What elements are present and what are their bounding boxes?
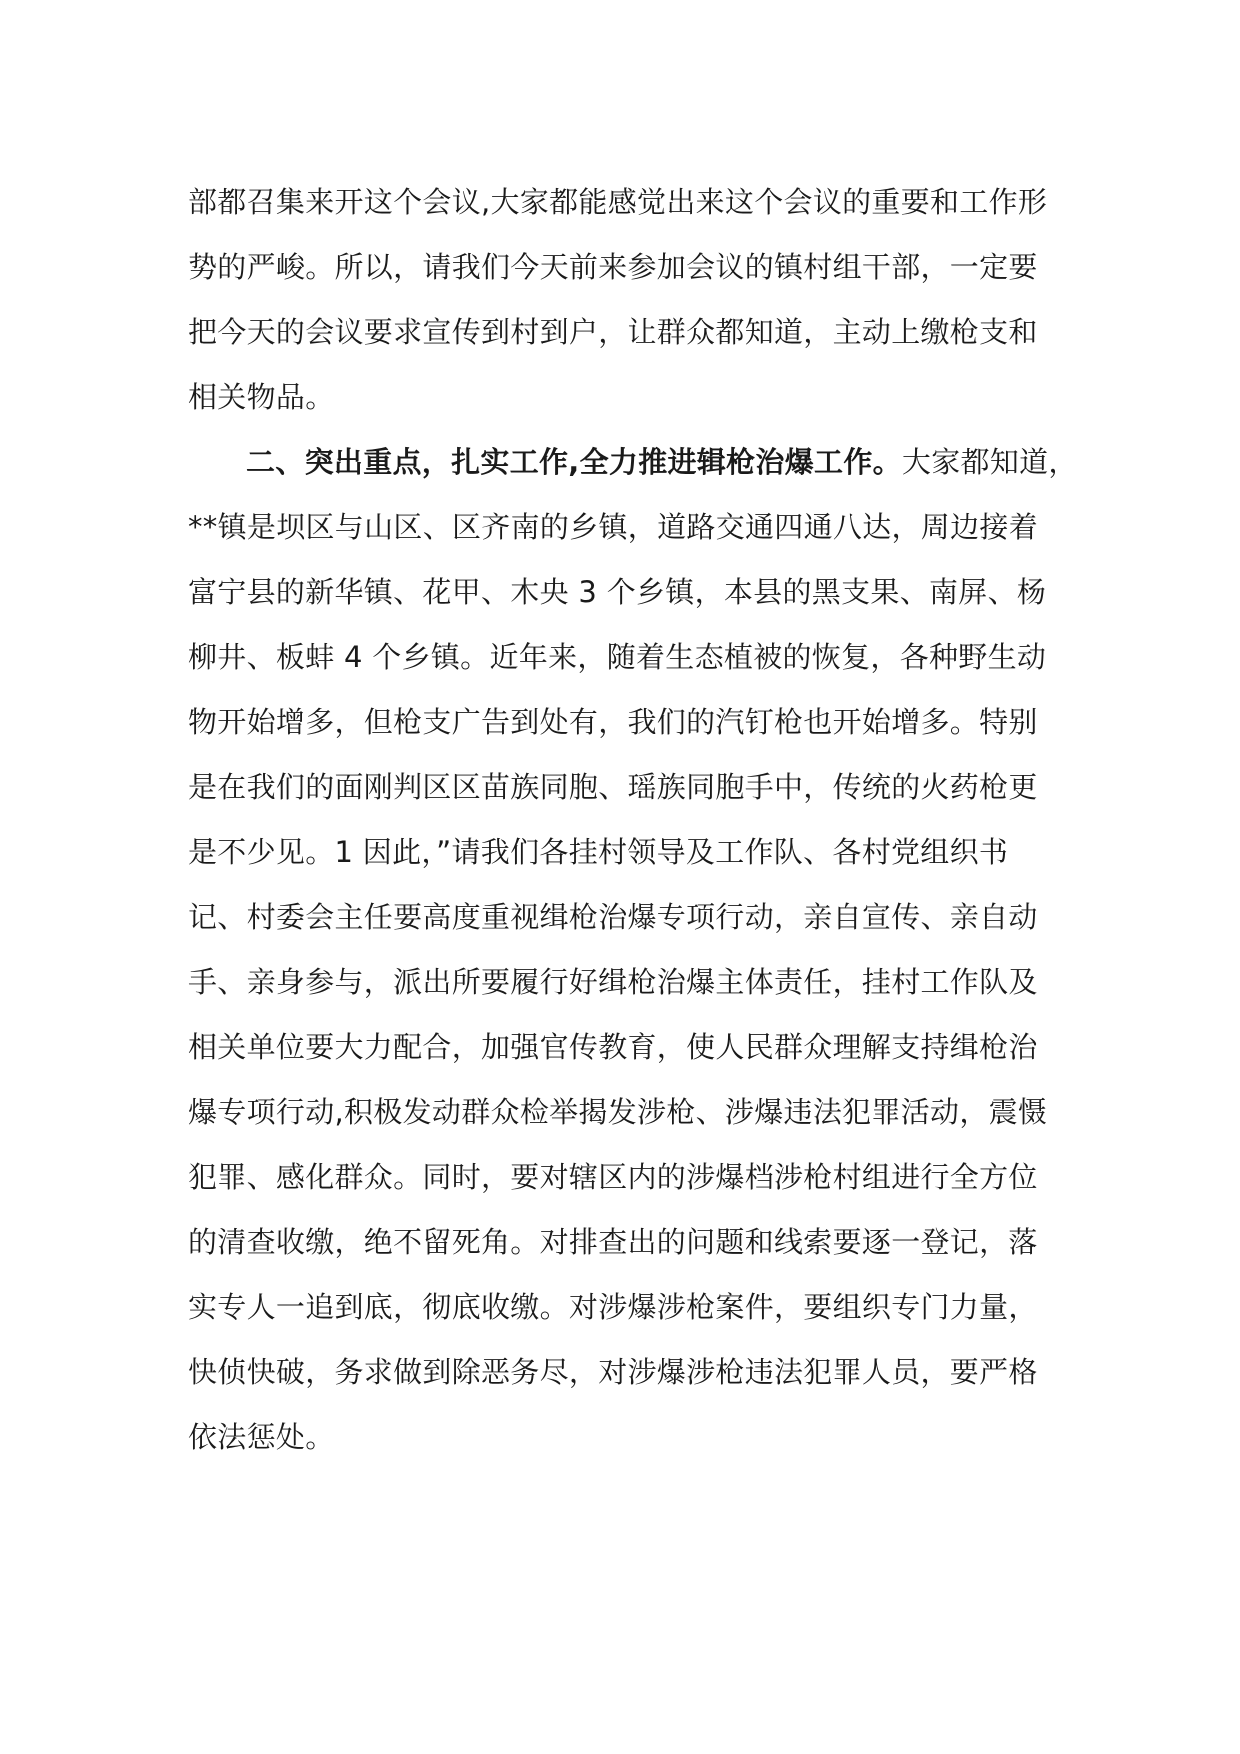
paragraph-2 <box>188 430 1078 1470</box>
text-line: 记、村委会主任要高度重视缉枪治爆专项行动，亲自宣传、亲自动 <box>188 900 1038 934</box>
text-line: 相关单位要大力配合，加强官传教育，使人民群众理解支持缉枪治 <box>188 1030 1038 1064</box>
text-line: 爆专项行动,积极发动群众检举揭发涉枪、涉爆违法犯罪活动，震慑 <box>188 1095 1048 1129</box>
text-line: 是不少见。1 因此，”请我们各挂村领导及工作队、各村党组织书 <box>188 835 1009 869</box>
text-line: 手、亲身参与，派出所要履行好缉枪治爆主体责任，挂村工作队及 <box>188 965 1038 999</box>
text-line: 犯罪、感化群众。同时，要对辖区内的涉爆档涉枪村组进行全方位 <box>188 1160 1038 1194</box>
text-line: 柳井、板蚌 4 个乡镇。近年来，随着生态植被的恢复，各种野生动 <box>188 640 1047 674</box>
text-line: 把今天的会议要求宣传到村到户，让群众都知道，主动上缴枪支和 <box>188 315 1038 349</box>
heading-trailing-text: 大家都知道， <box>901 445 1078 479</box>
text-line: 相关物品。 <box>188 380 335 414</box>
text-line: 势的严峻。所以，请我们今天前来参加会议的镇村组干部，一定要 <box>188 250 1038 284</box>
text-line: 快侦快破，务求做到除恶务尽，对涉爆涉枪违法犯罪人员，要严格 <box>188 1355 1038 1389</box>
paragraph-1 <box>188 170 1068 430</box>
section-heading: 二、突出重点，扎实工作,全力推进辑枪治爆工作。 <box>246 445 902 479</box>
text-line <box>188 430 1078 495</box>
text-line: 部都召集来开这个会议,大家都能感觉出来这个会议的重要和工作形 <box>188 185 1048 219</box>
text-line: 是在我们的面刚判区区苗族同胞、瑶族同胞手中，传统的火药枪更 <box>188 770 1038 804</box>
text-line: 依法惩处。 <box>188 1420 335 1454</box>
text-line: 的清查收缴，绝不留死角。对排查出的问题和线索要逐一登记，落 <box>188 1225 1038 1259</box>
document-body <box>188 170 1078 1470</box>
text-line: 物开始增多，但枪支广告到处有，我们的汽钉枪也开始增多。特别 <box>188 705 1038 739</box>
text-line: **镇是坝区与山区、区齐南的乡镇，道路交通四通八达，周边接着 <box>188 510 1039 544</box>
text-line: 实专人一追到底，彻底收缴。对涉爆涉枪案件，要组织专门力量， <box>188 1290 1038 1324</box>
text-line: 富宁县的新华镇、花甲、木央 3 个乡镇，本县的黑支果、南屏、杨 <box>188 575 1047 609</box>
